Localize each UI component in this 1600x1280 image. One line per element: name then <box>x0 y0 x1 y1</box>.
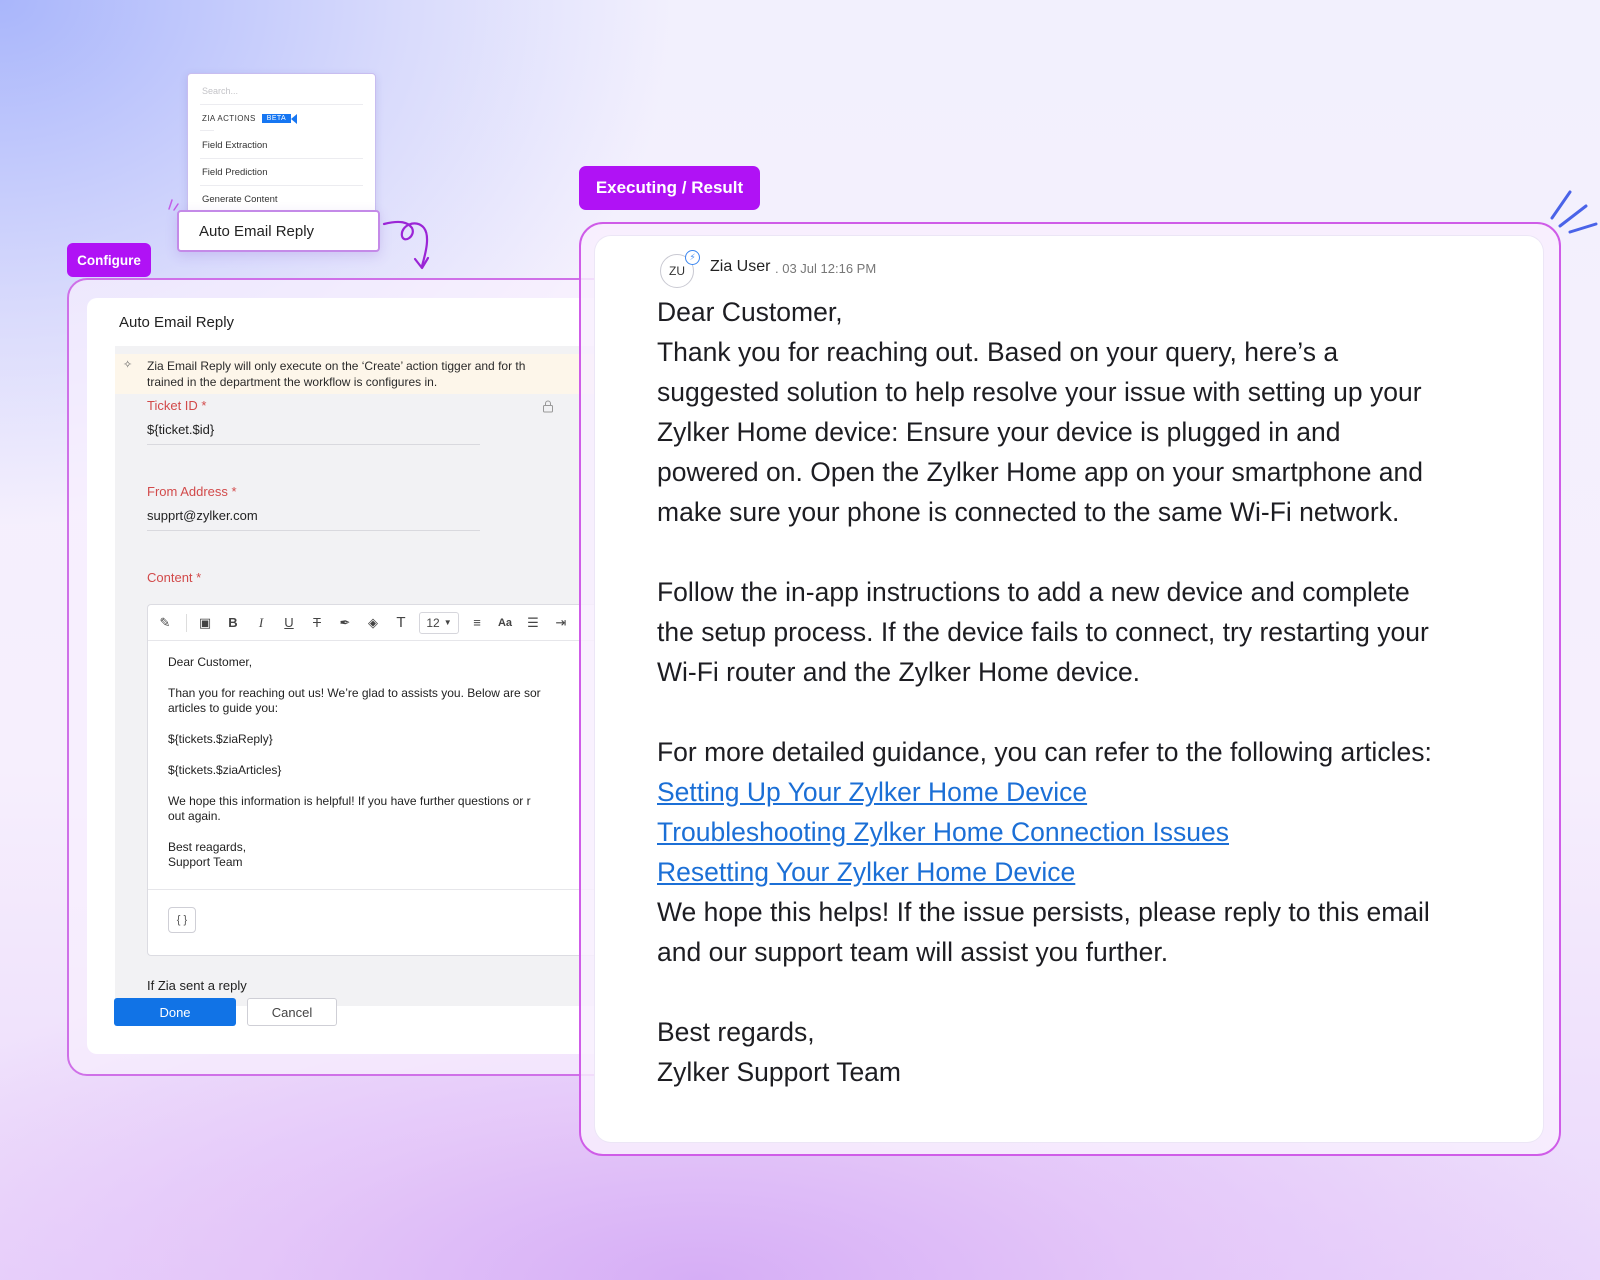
content-editor[interactable] <box>147 604 607 956</box>
content-label: Content * <box>147 570 202 585</box>
italic-icon[interactable]: I <box>258 614 264 630</box>
configure-label: Configure <box>67 243 151 277</box>
align-icon[interactable]: ≡ <box>473 615 481 630</box>
cancel-button[interactable]: Cancel <box>247 998 337 1026</box>
underline-icon[interactable]: U <box>284 615 294 630</box>
notice-line-2: trained in the department the workflow is configures in. <box>147 375 438 389</box>
editor-line: out again. <box>168 809 221 823</box>
article-link-troubleshooting[interactable]: Troubleshooting Zylker Home Connection Issues <box>657 817 1229 847</box>
sparkle-decoration <box>1548 188 1600 234</box>
editor-content[interactable] <box>168 655 608 870</box>
menu-item-field-extraction[interactable]: Field Extraction <box>202 140 268 151</box>
message-line: make sure your phone is connected to the same Wi-Fi network. <box>657 497 1400 527</box>
reply-message <box>657 292 1517 1092</box>
zia-actions-label: ZIA ACTIONS <box>202 114 256 123</box>
editor-line: We hope this information is helpful! If you have further questions or r <box>168 794 531 808</box>
font-family-icon[interactable]: T <box>396 614 406 631</box>
message-line: For more detailed guidance, you can refer to the following articles: <box>657 737 1432 767</box>
notice-banner <box>115 354 627 394</box>
message-line: and our support team will assist you further. <box>657 937 1169 967</box>
bullet-list-icon[interactable]: ☰ <box>527 614 539 630</box>
format-painter-icon[interactable]: ✎ <box>159 614 171 630</box>
message-line: Thank you for reaching out. Based on your query, here’s a <box>657 337 1339 367</box>
indent-icon[interactable]: ⇥ <box>555 614 567 630</box>
email-reply-result <box>595 236 1543 1142</box>
done-button[interactable]: Done <box>114 998 236 1026</box>
message-line: Follow the in-app instructions to add a new device and complete <box>657 577 1410 607</box>
editor-line: Support Team <box>168 855 243 869</box>
menu-item-auto-email-reply[interactable]: Auto Email Reply <box>177 210 380 252</box>
editor-toolbar <box>148 605 608 641</box>
editor-line: articles to guide you: <box>168 701 279 715</box>
menu-item-field-prediction[interactable]: Field Prediction <box>202 167 268 178</box>
text-case-icon[interactable]: Aa <box>497 616 513 629</box>
dropdown-search-input[interactable]: Search... <box>202 86 239 96</box>
article-link-setup[interactable]: Setting Up Your Zylker Home Device <box>657 777 1088 807</box>
zia-bolt-icon: ⚡ <box>685 250 700 265</box>
ticket-id-field[interactable]: ${ticket.$id} <box>147 422 215 437</box>
editor-line: ${tickets.$ziaArticles} <box>168 763 282 777</box>
from-address-label: From Address * <box>147 484 237 499</box>
text-color-icon[interactable]: ✒ <box>339 614 351 630</box>
message-line: We hope this helps! If the issue persists, please reply to this email <box>657 897 1430 927</box>
message-line: Zylker Home device: Ensure your device is plugged in and <box>657 417 1341 447</box>
message-line: the setup process. If the device fails to connect, try restarting your <box>657 617 1429 647</box>
editor-line: Dear Customer, <box>168 655 253 669</box>
config-title: Auto Email Reply <box>119 314 235 331</box>
notice-line-1: Zia Email Reply will only execute on the ‘Create’ action tigger and for th <box>147 359 526 373</box>
message-line: Zylker Support Team <box>657 1057 901 1087</box>
fill-color-icon[interactable]: ◈ <box>368 614 378 630</box>
timestamp: . 03 Jul 12:16 PM <box>775 261 877 276</box>
strikethrough-icon[interactable]: T <box>313 615 321 630</box>
info-gear-icon: ✧ <box>123 359 133 371</box>
message-line: suggested solution to help resolve your issue with setting up your <box>657 377 1422 407</box>
curved-arrow-icon <box>382 214 446 274</box>
auto-email-reply-config <box>87 298 627 1054</box>
editor-line: Than you for reaching out us! We’re glad to assists you. Below are sor <box>168 686 541 700</box>
author-name: Zia User <box>710 258 771 275</box>
editor-line: Best reagards, <box>168 840 247 854</box>
condition-text: If Zia sent a reply <box>147 978 247 993</box>
editor-line: ${tickets.$ziaReply} <box>168 732 273 746</box>
ticket-id-label: Ticket ID * <box>147 398 207 413</box>
from-address-field[interactable]: supprt@zylker.com <box>147 508 258 523</box>
beta-badge: BETA <box>262 114 291 123</box>
insert-placeholder-button[interactable]: { } <box>168 907 196 933</box>
insert-template-icon[interactable]: ▣ <box>198 614 212 630</box>
message-line: Dear Customer, <box>657 297 843 327</box>
message-line: Wi-Fi router and the Zylker Home device. <box>657 657 1141 687</box>
zia-actions-heading <box>202 114 291 123</box>
executing-result-label: Executing / Result <box>579 166 760 210</box>
message-line: Best regards, <box>657 1017 815 1047</box>
avatar: ZU <box>660 254 694 288</box>
message-line: powered on. Open the Zylker Home app on your smartphone and <box>657 457 1424 487</box>
menu-item-generate-content[interactable]: Generate Content <box>202 194 278 205</box>
bold-icon[interactable]: B <box>228 615 238 630</box>
lock-icon <box>542 400 554 413</box>
article-link-reset[interactable]: Resetting Your Zylker Home Device <box>657 857 1076 887</box>
font-size-select[interactable]: 12 ▼ <box>419 612 459 634</box>
